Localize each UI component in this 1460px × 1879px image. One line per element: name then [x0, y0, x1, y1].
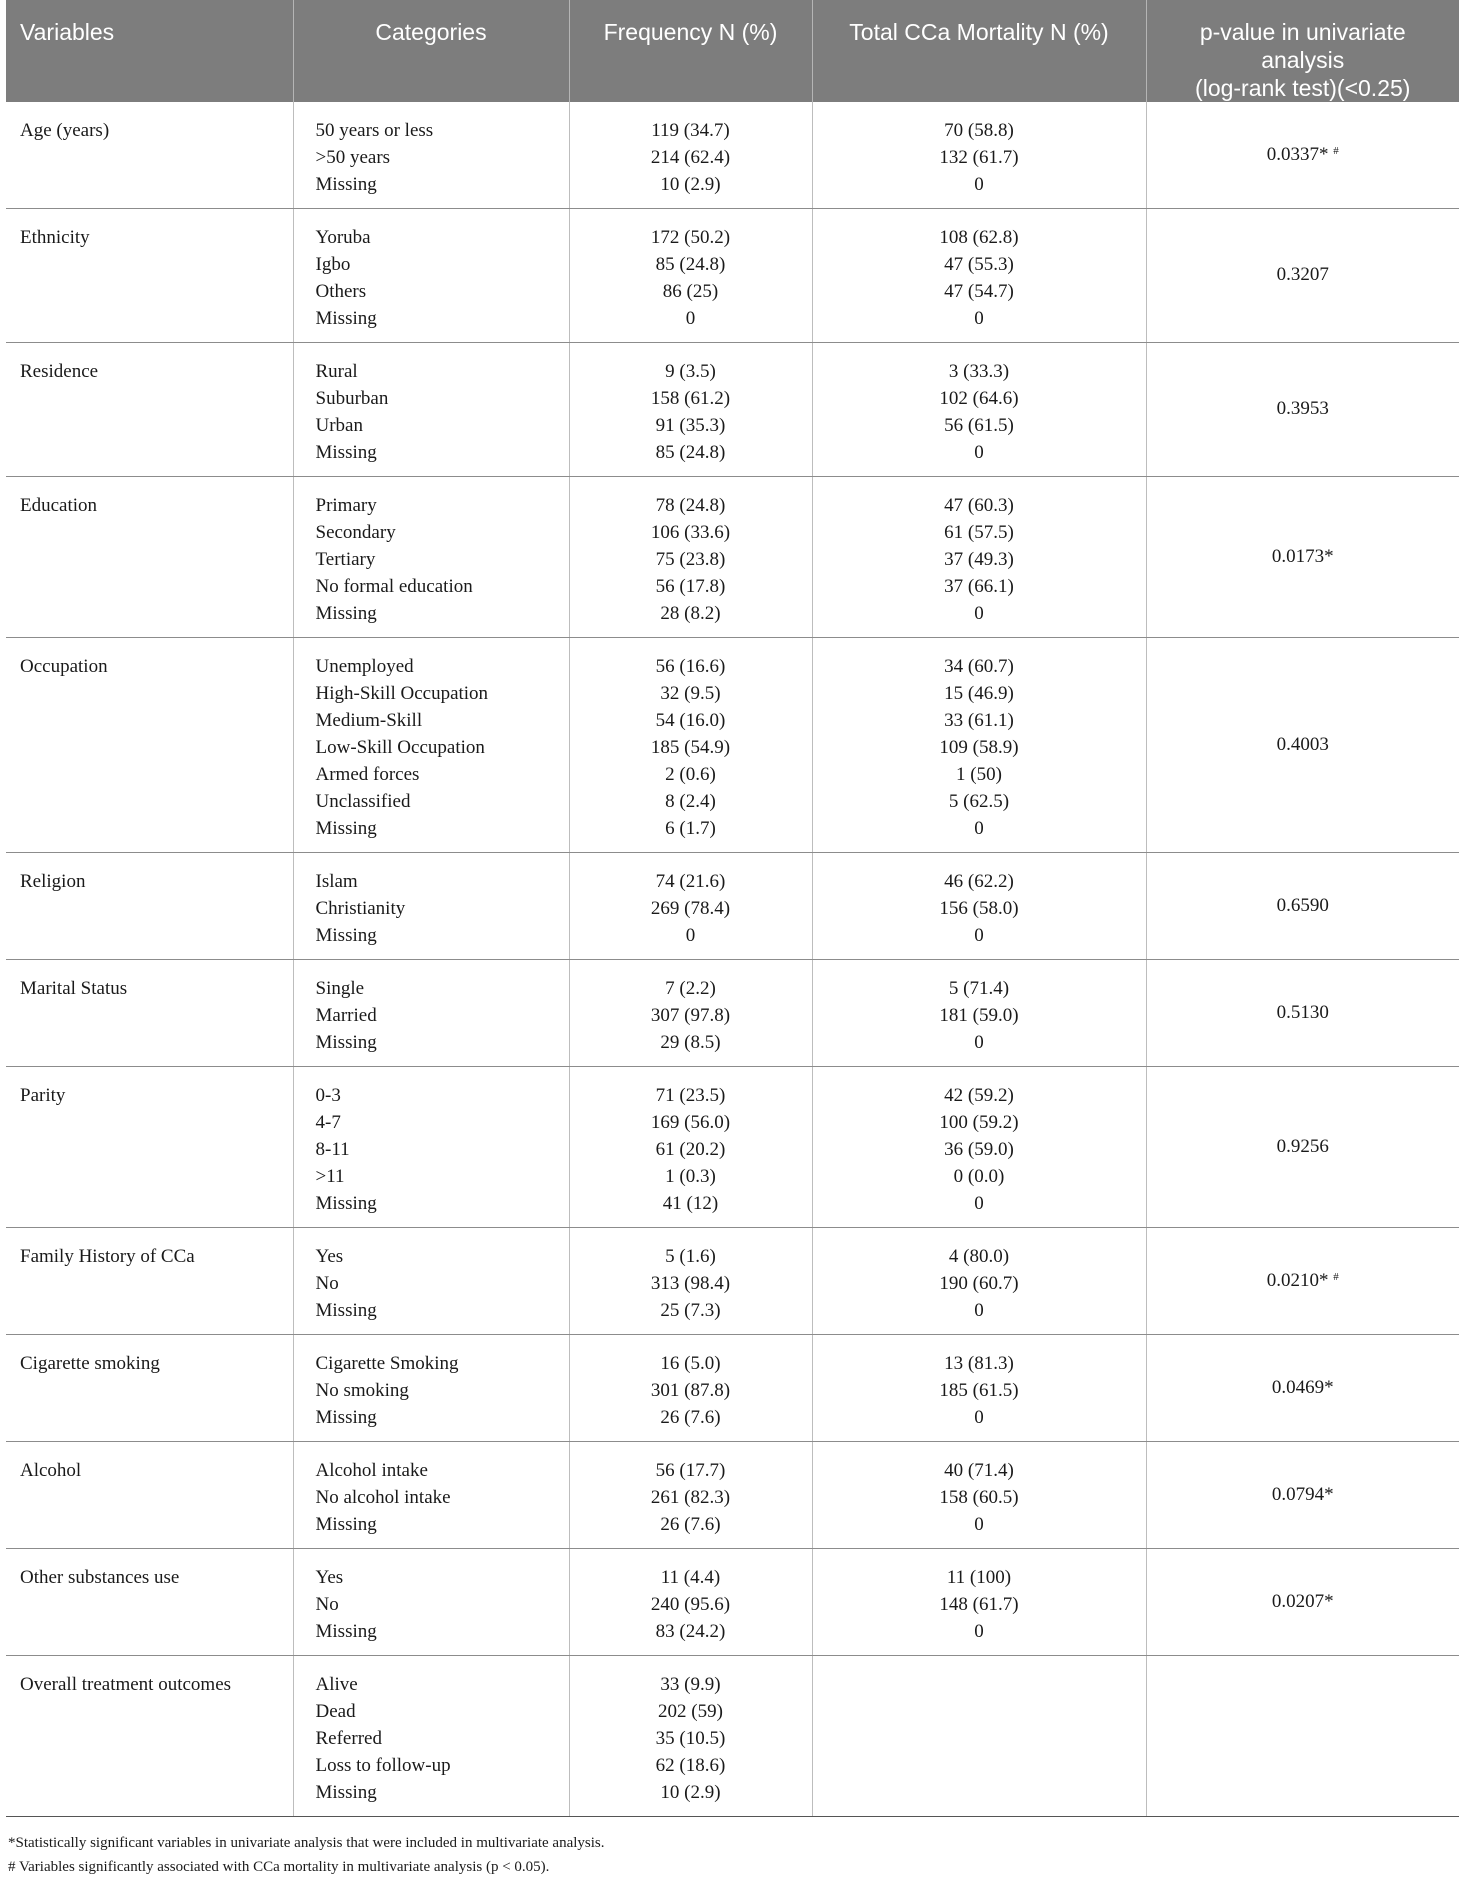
frequency-cell-line: 78 (24.8) — [655, 495, 726, 516]
variable-cell: Occupation — [6, 638, 293, 853]
header-variables — [6, 0, 293, 102]
mortality-cell-line: 5 (62.5) — [948, 791, 1010, 812]
frequency-cell-line: 185 (54.9) — [650, 737, 731, 758]
category-cell-line: 8-11 — [315, 1139, 350, 1160]
frequency-cell — [569, 1656, 812, 1817]
frequency-cell — [569, 209, 812, 343]
frequency-cell-line: 28 (8.2) — [660, 603, 721, 624]
category-cell-line: 0-3 — [315, 1085, 341, 1106]
mortality-cell-line: 109 (58.9) — [939, 737, 1019, 758]
category-cell — [293, 960, 569, 1067]
mortality-cell-line: 0 (0.0) — [953, 1166, 1005, 1187]
variable-cell: Age (years) — [6, 102, 293, 209]
frequency-cell-line: 169 (56.0) — [650, 1112, 731, 1133]
p-value-superscript: # — [1333, 144, 1339, 157]
table-row — [6, 209, 1459, 343]
table-row — [6, 1656, 1459, 1817]
mortality-cell-line: 108 (62.8) — [939, 227, 1019, 248]
category-cell-line: Single — [315, 978, 365, 999]
mortality-cell-line: 132 (61.7) — [939, 147, 1019, 168]
category-cell-line: Unemployed — [315, 656, 414, 677]
p-value-cell — [1146, 1067, 1459, 1228]
variable-cell: Residence — [6, 343, 293, 477]
header-line: Categories — [375, 19, 487, 45]
category-cell-line: No — [315, 1273, 339, 1294]
mortality-cell-line: 0 — [974, 1621, 984, 1642]
category-cell — [293, 1335, 569, 1442]
frequency-cell — [569, 477, 812, 638]
frequency-cell-line: 214 (62.4) — [650, 147, 731, 168]
p-value: 0.3207 — [1276, 264, 1329, 285]
category-cell — [293, 1656, 569, 1817]
header-categories — [293, 0, 569, 102]
category-cell-line: Referred — [315, 1728, 382, 1749]
category-cell — [293, 638, 569, 853]
mortality-cell — [812, 638, 1146, 853]
mortality-cell-line: 190 (60.7) — [939, 1273, 1019, 1294]
frequency-cell — [569, 343, 812, 477]
frequency-cell-line: 74 (21.6) — [655, 871, 726, 892]
frequency-cell — [569, 1549, 812, 1656]
mortality-cell-line: 0 — [974, 308, 984, 329]
frequency-cell-line: 9 (3.5) — [665, 361, 716, 382]
category-cell-line: Missing — [315, 1621, 377, 1642]
p-value: 0.4003 — [1276, 733, 1329, 755]
mortality-cell-line: 148 (61.7) — [939, 1594, 1019, 1615]
p-value-cell — [1146, 343, 1459, 477]
category-cell-line: Urban — [315, 415, 363, 436]
mortality-cell-line: 46 (62.2) — [944, 871, 1014, 892]
p-value: 0.9256 — [1276, 1135, 1329, 1157]
variable-cell: Education — [6, 477, 293, 638]
table-body — [6, 102, 1459, 1817]
category-cell-line: Missing — [315, 1193, 377, 1214]
category-cell-line: Missing — [315, 1782, 377, 1803]
category-cell-line: Secondary — [315, 522, 396, 543]
mortality-cell-line: 33 (61.1) — [944, 710, 1014, 731]
frequency-cell — [569, 638, 812, 853]
category-cell-line: Others — [315, 281, 367, 302]
mortality-cell — [812, 1442, 1146, 1549]
p-value: 0.0210* — [1266, 1269, 1329, 1291]
frequency-cell-line: 119 (34.7) — [651, 120, 730, 141]
mortality-cell — [812, 1549, 1146, 1656]
frequency-cell-line: 56 (17.7) — [655, 1460, 726, 1481]
p-value: 0.5130 — [1276, 1001, 1329, 1023]
frequency-cell-line: 202 (59) — [658, 1701, 723, 1722]
frequency-cell-line: 0 — [685, 925, 696, 946]
mortality-cell-line: 70 (58.8) — [944, 120, 1014, 141]
category-cell-line: Igbo — [315, 254, 351, 275]
category-cell-line: Loss to follow-up — [315, 1755, 451, 1776]
mortality-cell — [812, 209, 1146, 343]
header-line: (log-rank test)(<0.25) — [1195, 75, 1411, 101]
p-value-cell — [1146, 1656, 1459, 1817]
table-row — [6, 477, 1459, 638]
category-cell-line: No smoking — [315, 1380, 409, 1401]
mortality-cell — [812, 1228, 1146, 1335]
frequency-cell-line: 1 (0.3) — [665, 1166, 716, 1187]
frequency-cell-line: 26 (7.6) — [660, 1407, 721, 1428]
frequency-cell-line: 6 (1.7) — [665, 818, 716, 839]
mortality-cell-line: 0 — [974, 1032, 984, 1053]
mortality-cell — [812, 853, 1146, 960]
mortality-cell-line: 42 (59.2) — [944, 1085, 1014, 1106]
frequency-cell-line: 11 (4.4) — [660, 1567, 721, 1588]
mortality-cell — [812, 477, 1146, 638]
frequency-cell-line: 16 (5.0) — [660, 1353, 721, 1374]
p-value-cell — [1146, 477, 1459, 638]
frequency-cell-line: 269 (78.4) — [650, 898, 731, 919]
p-value-cell — [1146, 209, 1459, 343]
frequency-cell-line: 71 (23.5) — [655, 1085, 726, 1106]
mortality-cell-line: 158 (60.5) — [939, 1487, 1019, 1508]
category-cell-line: Missing — [315, 1407, 377, 1428]
table-row — [6, 1228, 1459, 1335]
frequency-cell — [569, 102, 812, 209]
p-value-cell — [1146, 102, 1459, 209]
frequency-cell-line: 62 (18.6) — [655, 1755, 726, 1776]
frequency-cell-line: 106 (33.6) — [650, 522, 731, 543]
table-row — [6, 102, 1459, 209]
mortality-cell-line: 0 — [974, 603, 984, 624]
frequency-cell-line: 10 (2.9) — [660, 174, 721, 195]
table-row — [6, 1442, 1459, 1549]
mortality-cell-line: 102 (64.6) — [939, 388, 1019, 409]
category-cell-line: Alcohol intake — [315, 1460, 428, 1481]
p-value-cell — [1146, 960, 1459, 1067]
mortality-cell-line: 0 — [974, 442, 984, 463]
mortality-cell — [812, 1067, 1146, 1228]
category-cell-line: >11 — [315, 1166, 345, 1187]
mortality-cell-line: 0 — [974, 925, 984, 946]
p-value-cell — [1146, 1442, 1459, 1549]
category-cell-line: Medium-Skill — [315, 710, 423, 731]
mortality-cell-line: 13 (81.3) — [944, 1353, 1014, 1374]
variable-cell: Overall treatment outcomes — [6, 1656, 293, 1817]
variable-cell: Parity — [6, 1067, 293, 1228]
mortality-cell-line: 0 — [974, 1407, 984, 1428]
table-container — [6, 0, 1459, 1879]
frequency-cell-line: 240 (95.6) — [650, 1594, 731, 1615]
frequency-cell-line: 172 (50.2) — [650, 227, 731, 248]
variable-cell: Ethnicity — [6, 209, 293, 343]
frequency-cell-line: 0 — [685, 308, 696, 329]
category-cell-line: Missing — [315, 1514, 377, 1535]
mortality-cell-line: 185 (61.5) — [939, 1380, 1019, 1401]
category-cell-line: Unclassified — [315, 791, 411, 812]
mortality-cell-line: 5 (71.4) — [948, 978, 1010, 999]
frequency-cell-line: 83 (24.2) — [655, 1621, 726, 1642]
mortality-cell-line: 0 — [974, 1514, 984, 1535]
table-row — [6, 1067, 1459, 1228]
category-cell-line: Missing — [315, 1300, 377, 1321]
frequency-cell-line: 26 (7.6) — [660, 1514, 721, 1535]
footnotes — [6, 1831, 1459, 1879]
category-cell-line: Primary — [315, 495, 377, 516]
frequency-cell-line: 158 (61.2) — [650, 388, 731, 409]
category-cell-line: Yes — [315, 1246, 344, 1267]
mortality-cell-line: 15 (46.9) — [944, 683, 1014, 704]
frequency-cell-line: 35 (10.5) — [655, 1728, 726, 1749]
variable-cell: Religion — [6, 853, 293, 960]
variable-cell: Alcohol — [6, 1442, 293, 1549]
p-value: 0.0173* — [1271, 545, 1334, 567]
header-line: Variables — [20, 19, 115, 45]
p-value-superscript: # — [1333, 1270, 1339, 1283]
mortality-cell-line: 0 — [974, 1193, 984, 1214]
mortality-cell-line: 3 (33.3) — [948, 361, 1010, 382]
category-cell-line: Rural — [315, 361, 358, 382]
mortality-cell-line: 47 (54.7) — [944, 281, 1014, 302]
frequency-cell-line: 301 (87.8) — [650, 1380, 731, 1401]
category-cell-line: >50 years — [315, 147, 391, 168]
variable-cell: Other substances use — [6, 1549, 293, 1656]
category-cell-line: 50 years or less — [315, 120, 434, 141]
mortality-cell-line: 36 (59.0) — [944, 1139, 1014, 1160]
category-cell — [293, 1549, 569, 1656]
variable-cell: Family History of CCa — [6, 1228, 293, 1335]
mortality-cell — [812, 960, 1146, 1067]
frequency-cell-line: 91 (35.3) — [655, 415, 726, 436]
category-cell-line: Missing — [315, 308, 377, 329]
p-value: 0.0207* — [1271, 1590, 1334, 1612]
frequency-cell-line: 32 (9.5) — [660, 683, 721, 704]
table-row — [6, 638, 1459, 853]
table-row — [6, 1549, 1459, 1656]
category-cell — [293, 477, 569, 638]
frequency-cell — [569, 1442, 812, 1549]
frequency-cell — [569, 1067, 812, 1228]
p-value-cell — [1146, 638, 1459, 853]
p-value: 0.0337* — [1266, 143, 1329, 165]
frequency-cell-line: 85 (24.8) — [655, 442, 726, 463]
p-value-cell — [1146, 853, 1459, 960]
frequency-cell-line: 56 (17.8) — [655, 576, 726, 597]
category-cell-line: Missing — [315, 442, 377, 463]
category-cell — [293, 853, 569, 960]
table-row — [6, 343, 1459, 477]
header-row — [6, 0, 1459, 102]
footnote: *Statistically significant variables in univariate analysis that were included in multivariate analysis. — [8, 1835, 605, 1851]
data-table — [6, 0, 1459, 1817]
mortality-cell-line: 1 (50) — [956, 764, 1002, 785]
category-cell-line: Low-Skill Occupation — [315, 737, 485, 758]
mortality-cell-line: 47 (60.3) — [944, 495, 1014, 516]
category-cell-line: High-Skill Occupation — [315, 683, 489, 704]
mortality-cell-line: 0 — [974, 1300, 984, 1321]
mortality-cell-line: 156 (58.0) — [939, 898, 1019, 919]
mortality-cell-line: 4 (80.0) — [948, 1246, 1010, 1267]
frequency-cell-line: 313 (98.4) — [650, 1273, 731, 1294]
header-line: Total CCa Mortality N (%) — [849, 19, 1109, 45]
mortality-cell — [812, 343, 1146, 477]
frequency-cell — [569, 1335, 812, 1442]
p-value: 0.0469* — [1271, 1376, 1334, 1398]
category-cell-line: Tertiary — [315, 549, 376, 570]
table-row — [6, 853, 1459, 960]
p-value: 0.3953 — [1276, 398, 1329, 419]
category-cell-line: Missing — [315, 603, 377, 624]
p-value: 0.0794* — [1271, 1483, 1334, 1505]
category-cell-line: Suburban — [315, 388, 389, 409]
mortality-cell-line: 37 (49.3) — [944, 549, 1014, 570]
category-cell — [293, 1067, 569, 1228]
mortality-cell-line: 181 (59.0) — [939, 1005, 1019, 1026]
category-cell-line: Yoruba — [315, 227, 371, 248]
category-cell-line: Missing — [315, 174, 377, 195]
category-cell-line: 4-7 — [315, 1112, 341, 1133]
category-cell — [293, 343, 569, 477]
category-cell-line: Cigarette Smoking — [315, 1353, 459, 1374]
frequency-cell-line: 61 (20.2) — [655, 1139, 726, 1160]
mortality-cell-line: 0 — [974, 818, 984, 839]
mortality-cell-line: 40 (71.4) — [944, 1460, 1014, 1481]
mortality-cell-line: 100 (59.2) — [939, 1112, 1019, 1133]
frequency-cell — [569, 1228, 812, 1335]
mortality-cell-line: 34 (60.7) — [944, 656, 1014, 677]
frequency-cell-line: 5 (1.6) — [665, 1246, 716, 1267]
header-frequency — [569, 0, 812, 102]
frequency-cell — [569, 960, 812, 1067]
frequency-cell-line: 8 (2.4) — [665, 791, 716, 812]
header-line: Frequency N (%) — [603, 19, 778, 45]
frequency-cell-line: 54 (16.0) — [655, 710, 726, 731]
frequency-cell-line: 86 (25) — [662, 281, 719, 302]
category-cell — [293, 102, 569, 209]
category-cell-line: Alive — [315, 1674, 358, 1695]
footnote: # Variables significantly associated with CCa mortality in multivariate analysis (p < 0.05). — [8, 1859, 550, 1875]
table-row — [6, 1335, 1459, 1442]
frequency-cell-line: 41 (12) — [662, 1193, 719, 1214]
frequency-cell-line: 56 (16.6) — [655, 656, 726, 677]
mortality-cell-line: 47 (55.3) — [944, 254, 1014, 275]
table-row — [6, 960, 1459, 1067]
category-cell-line: Dead — [315, 1701, 356, 1722]
category-cell — [293, 209, 569, 343]
mortality-cell — [812, 1335, 1146, 1442]
category-cell — [293, 1228, 569, 1335]
category-cell-line: Missing — [315, 925, 377, 946]
category-cell-line: Christianity — [315, 898, 406, 919]
frequency-cell-line: 2 (0.6) — [665, 764, 716, 785]
variable-cell: Marital Status — [6, 960, 293, 1067]
mortality-cell-line: 37 (66.1) — [944, 576, 1014, 597]
category-cell-line: No — [315, 1594, 339, 1615]
mortality-cell-line: 56 (61.5) — [944, 415, 1014, 436]
frequency-cell-line: 10 (2.9) — [660, 1782, 721, 1803]
frequency-cell — [569, 853, 812, 960]
mortality-cell — [812, 102, 1146, 209]
mortality-cell — [812, 1656, 1146, 1817]
p-value: 0.6590 — [1276, 894, 1329, 916]
category-cell-line: No alcohol intake — [315, 1487, 451, 1508]
frequency-cell-line: 7 (2.2) — [665, 978, 716, 999]
frequency-cell-line: 29 (8.5) — [660, 1032, 721, 1053]
p-value-cell — [1146, 1549, 1459, 1656]
category-cell-line: Yes — [315, 1567, 344, 1588]
category-cell-line: No formal education — [315, 576, 473, 597]
frequency-cell-line: 33 (9.9) — [660, 1674, 721, 1695]
frequency-cell-line: 85 (24.8) — [655, 254, 726, 275]
mortality-cell-line: 0 — [974, 174, 984, 195]
frequency-cell-line: 25 (7.3) — [660, 1300, 721, 1321]
category-cell — [293, 1442, 569, 1549]
variable-cell: Cigarette smoking — [6, 1335, 293, 1442]
header-line: p-value in univariate analysis — [1199, 19, 1406, 73]
category-cell-line: Missing — [315, 818, 377, 839]
mortality-cell-line: 11 (100) — [946, 1567, 1012, 1588]
category-cell-line: Armed forces — [315, 764, 420, 785]
p-value-cell — [1146, 1228, 1459, 1335]
frequency-cell-line: 261 (82.3) — [650, 1487, 731, 1508]
category-cell-line: Missing — [315, 1032, 377, 1053]
frequency-cell-line: 307 (97.8) — [650, 1005, 731, 1026]
mortality-cell-line: 61 (57.5) — [944, 522, 1014, 543]
category-cell-line: Islam — [315, 871, 358, 892]
category-cell-line: Married — [315, 1005, 377, 1026]
header-p-value — [1146, 0, 1459, 102]
frequency-cell-line: 75 (23.8) — [655, 549, 726, 570]
p-value-cell — [1146, 1335, 1459, 1442]
header-mortality — [812, 0, 1146, 102]
